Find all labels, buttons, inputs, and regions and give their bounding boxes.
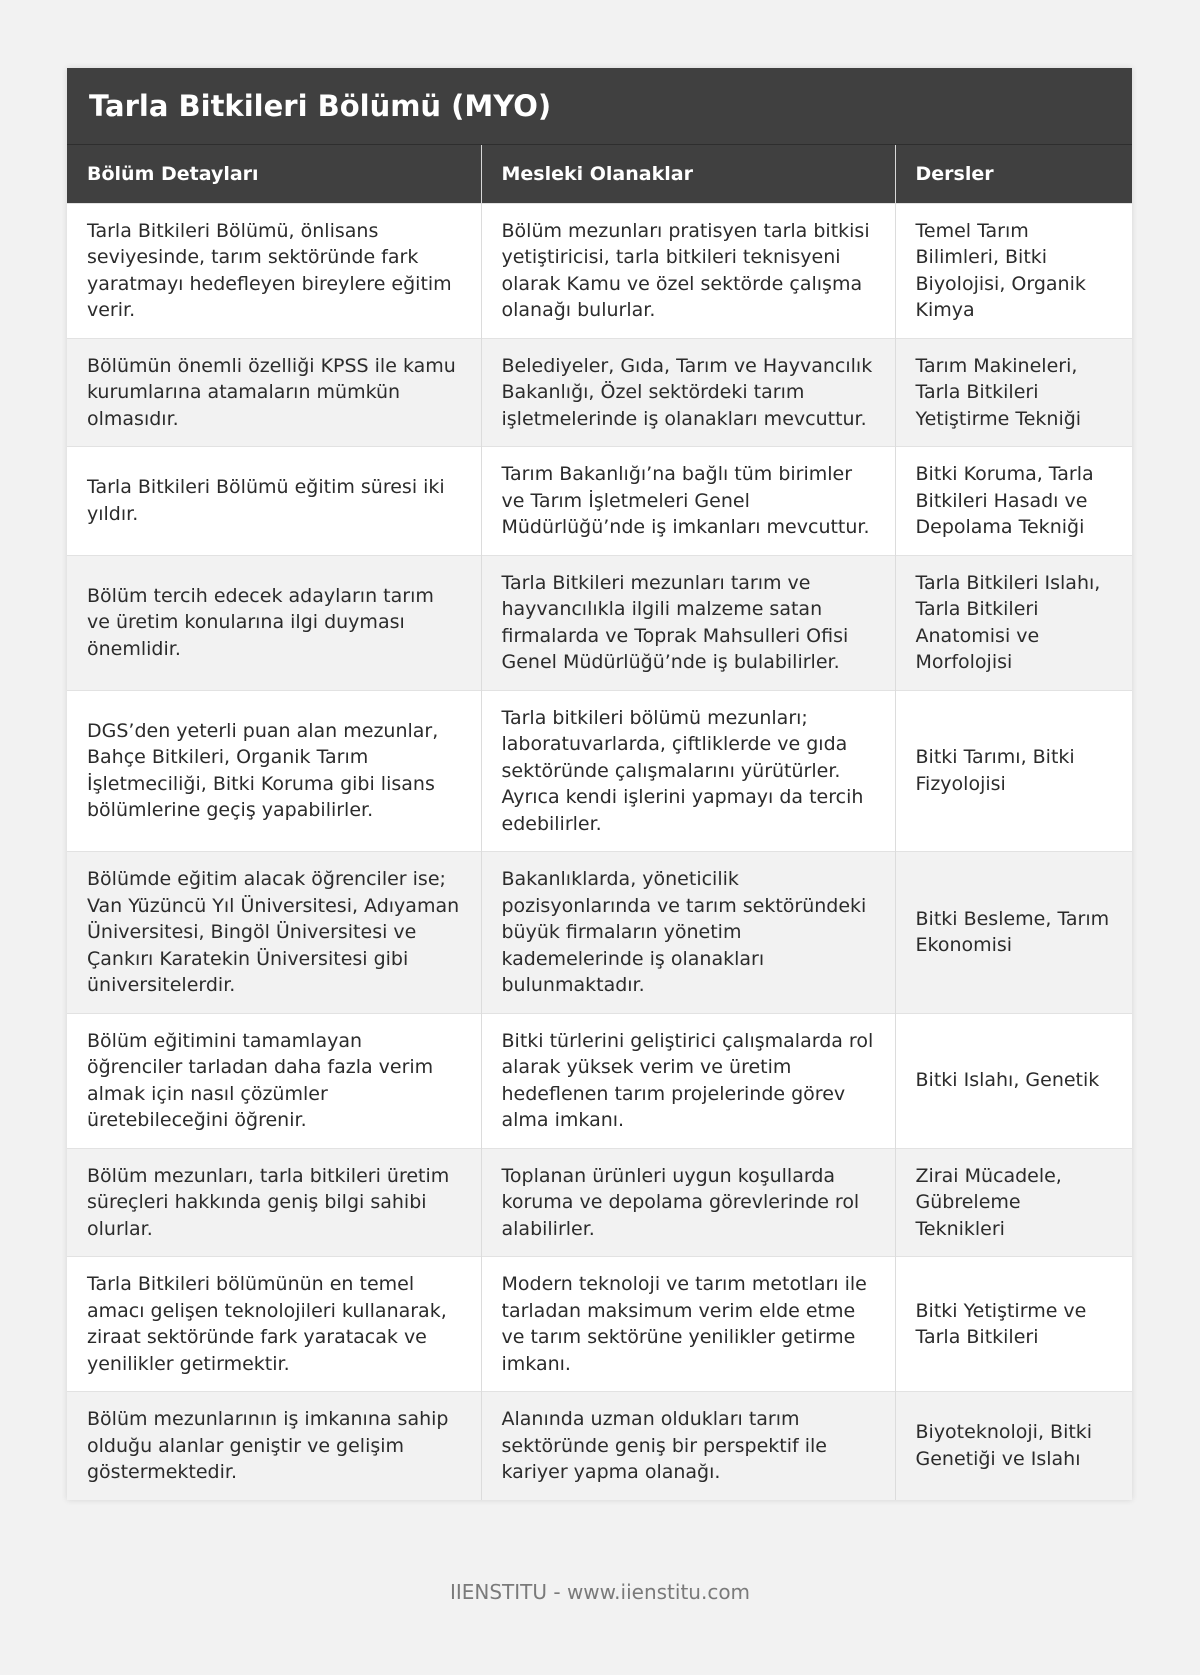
header-row <box>67 145 1132 203</box>
table-title: Tarla Bitkileri Bölümü (MYO) <box>67 68 1132 145</box>
opportunities-cell: Bitki türlerini geliştirici çalışmalarda rol alarak yüksek verim ve üretim hedeflenen tarım projelerinde görev alma imkanı. <box>481 1013 895 1148</box>
details-cell: Bölüm mezunlarının iş imkanına sahip olduğu alanlar geniştir ve gelişim göstermektedir. <box>67 1392 481 1500</box>
courses-cell: Bitki Besleme, Tarım Ekonomisi <box>895 852 1132 1014</box>
courses-cell: Tarım Makineleri, Tarla Bitkileri Yetiştirme Tekniği <box>895 338 1132 447</box>
courses-cell: Bitki Koruma, Tarla Bitkileri Hasadı ve Depolama Tekniği <box>895 447 1132 556</box>
courses-cell: Bitki Islahı, Genetik <box>895 1013 1132 1148</box>
courses-cell: Tarla Bitkileri Islahı, Tarla Bitkileri Anatomisi ve Morfolojisi <box>895 555 1132 690</box>
table-body <box>67 203 1132 1500</box>
opportunities-cell: Modern teknoloji ve tarım metotları ile tarladan maksimum verim elde etme ve tarım sektörüne yenilikler getirme imkanı. <box>481 1257 895 1392</box>
details-cell: Bölümde eğitim alacak öğrenciler ise; Van Yüzüncü Yıl Üniversitesi, Adıyaman Üniversitesi, Bingöl Üniversitesi ve Çankırı Karatekin Üniversitesi gibi üniversitelerdir. <box>67 852 481 1014</box>
table-card <box>67 68 1132 1500</box>
table-row <box>67 852 1132 1014</box>
courses-cell: Biyoteknoloji, Bitki Genetiği ve Islahı <box>895 1392 1132 1500</box>
header-opportunities: Mesleki Olanaklar <box>481 145 895 203</box>
details-cell: Tarla Bitkileri Bölümü eğitim süresi iki yıldır. <box>67 447 481 556</box>
details-cell: Bölümün önemli özelliği KPSS ile kamu kurumlarına atamaların mümkün olmasıdır. <box>67 338 481 447</box>
opportunities-cell: Toplanan ürünleri uygun koşullarda koruma ve depolama görevlerinde rol alabilirler. <box>481 1148 895 1257</box>
opportunities-cell: Bakanlıklarda, yöneticilik pozisyonlarında ve tarım sektöründeki büyük firmaların yönetim kademelerinde iş olanakları bulunmaktadır. <box>481 852 895 1014</box>
opportunities-cell: Tarım Bakanlığı’na bağlı tüm birimler ve Tarım İşletmeleri Genel Müdürlüğü’nde iş imkanları mevcuttur. <box>481 447 895 556</box>
table-row <box>67 338 1132 447</box>
details-cell: Bölüm tercih edecek adayların tarım ve üretim konularına ilgi duyması önemlidir. <box>67 555 481 690</box>
courses-cell: Bitki Yetiştirme ve Tarla Bitkileri <box>895 1257 1132 1392</box>
opportunities-cell: Belediyeler, Gıda, Tarım ve Hayvancılık Bakanlığı, Özel sektördeki tarım işletmelerinde iş olanakları mevcuttur. <box>481 338 895 447</box>
header-courses: Dersler <box>895 145 1132 203</box>
courses-cell: Temel Tarım Bilimleri, Bitki Biyolojisi, Organik Kimya <box>895 203 1132 338</box>
table-row <box>67 1148 1132 1257</box>
opportunities-cell: Tarla bitkileri bölümü mezunları; laboratuvarlarda, çiftliklerde ve gıda sektöründe çalışmalarını yürütürler. Ayrıca kendi işlerini yapmayı da tercih edebilirler. <box>481 690 895 852</box>
table-row <box>67 690 1132 852</box>
table-row <box>67 1392 1132 1500</box>
courses-cell: Zirai Mücadele, Gübreleme Teknikleri <box>895 1148 1132 1257</box>
details-cell: Tarla Bitkileri bölümünün en temel amacı gelişen teknolojileri kullanarak, ziraat sektöründe fark yaratacak ve yenilikler getirmektir. <box>67 1257 481 1392</box>
table-row <box>67 203 1132 338</box>
opportunities-cell: Bölüm mezunları pratisyen tarla bitkisi yetiştiricisi, tarla bitkileri teknisyeni olarak Kamu ve özel sektörde çalışma olanağı bulurlar. <box>481 203 895 338</box>
footer-credit: IIENSTITU - www.iienstitu.com <box>449 1580 751 1604</box>
table-row <box>67 1013 1132 1148</box>
table-row <box>67 1257 1132 1392</box>
details-cell: DGS’den yeterli puan alan mezunlar, Bahçe Bitkileri, Organik Tarım İşletmeciliği, Bitki Koruma gibi lisans bölümlerine geçiş yapabilirler. <box>67 690 481 852</box>
header-details: Bölüm Detayları <box>67 145 481 203</box>
table-row <box>67 555 1132 690</box>
opportunities-cell: Tarla Bitkileri mezunları tarım ve hayvancılıkla ilgili malzeme satan firmalarda ve Toprak Mahsulleri Ofisi Genel Müdürlüğü’nde iş bulabilirler. <box>481 555 895 690</box>
details-cell: Bölüm mezunları, tarla bitkileri üretim süreçleri hakkında geniş bilgi sahibi olurlar. <box>67 1148 481 1257</box>
details-cell: Bölüm eğitimini tamamlayan öğrenciler tarladan daha fazla verim almak için nasıl çözümler üretebileceğini öğrenir. <box>67 1013 481 1148</box>
opportunities-cell: Alanında uzman oldukları tarım sektöründe geniş bir perspektif ile kariyer yapma olanağı. <box>481 1392 895 1500</box>
details-cell: Tarla Bitkileri Bölümü, önlisans seviyesinde, tarım sektöründe fark yaratmayı hedefleyen bireylere eğitim verir. <box>67 203 481 338</box>
table-row <box>67 447 1132 556</box>
courses-cell: Bitki Tarımı, Bitki Fizyolojisi <box>895 690 1132 852</box>
program-table <box>67 145 1132 1500</box>
